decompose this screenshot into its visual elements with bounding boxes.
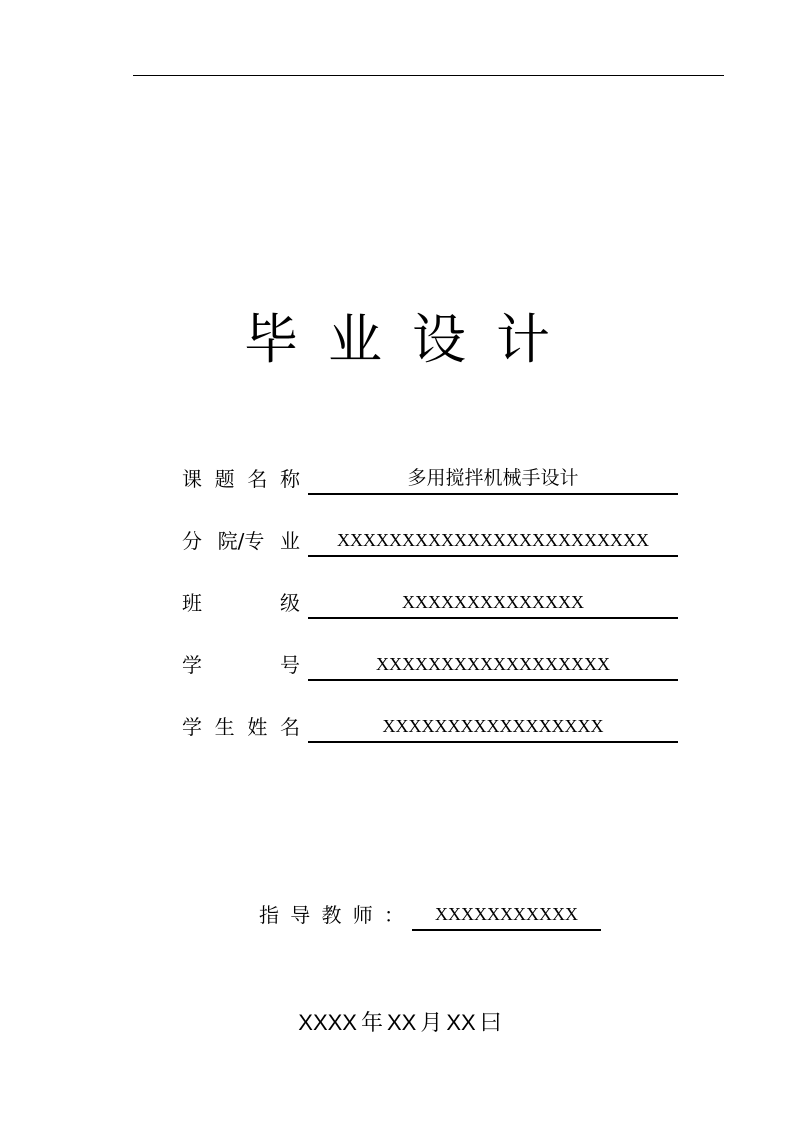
advisor-label: 指 导 教 师 ： xyxy=(259,903,404,927)
field-input-department[interactable] xyxy=(308,523,678,557)
field-row-student-name xyxy=(182,703,678,743)
field-row-topic xyxy=(182,455,678,495)
field-value-student-id: XXXXXXXXXXXXXXXXXX xyxy=(376,654,610,674)
field-row-class xyxy=(182,579,678,619)
field-value-department: XXXXXXXXXXXXXXXXXXXXXXXX xyxy=(337,530,649,550)
advisor-value: XXXXXXXXXXX xyxy=(435,904,578,924)
field-input-student-id[interactable] xyxy=(308,647,678,681)
field-value-class: XXXXXXXXXXXXXX xyxy=(402,592,584,612)
field-label-topic: 课 题 名 称 xyxy=(182,467,300,491)
advisor-row xyxy=(259,895,601,931)
field-input-student-name[interactable] xyxy=(308,709,678,743)
date-day: XX xyxy=(446,1010,476,1035)
field-label-student-id: 学 号 xyxy=(182,653,300,677)
date-month: XX xyxy=(386,1010,417,1035)
page-title: 毕业设计 xyxy=(244,308,580,371)
date-year-unit: 年 xyxy=(360,1010,383,1035)
field-input-topic[interactable] xyxy=(308,461,678,495)
field-value-topic: 多用搅拌机械手设计 xyxy=(407,467,579,489)
field-label-class: 班 级 xyxy=(182,591,300,615)
header-rule xyxy=(133,75,724,76)
field-label-department: 分 院/专 业 xyxy=(182,529,300,553)
field-row-student-id xyxy=(182,641,678,681)
field-row-department xyxy=(182,517,678,557)
advisor-input[interactable] xyxy=(412,897,601,931)
field-input-class[interactable] xyxy=(308,585,678,619)
date-month-unit: 月 xyxy=(420,1010,443,1035)
field-label-student-name: 学 生 姓 名 xyxy=(182,715,300,739)
date-line xyxy=(0,1008,800,1038)
date-year: XXXX xyxy=(298,1010,357,1035)
field-value-student-name: XXXXXXXXXXXXXXXXX xyxy=(382,716,604,736)
date-day-unit: 曰 xyxy=(479,1010,502,1035)
